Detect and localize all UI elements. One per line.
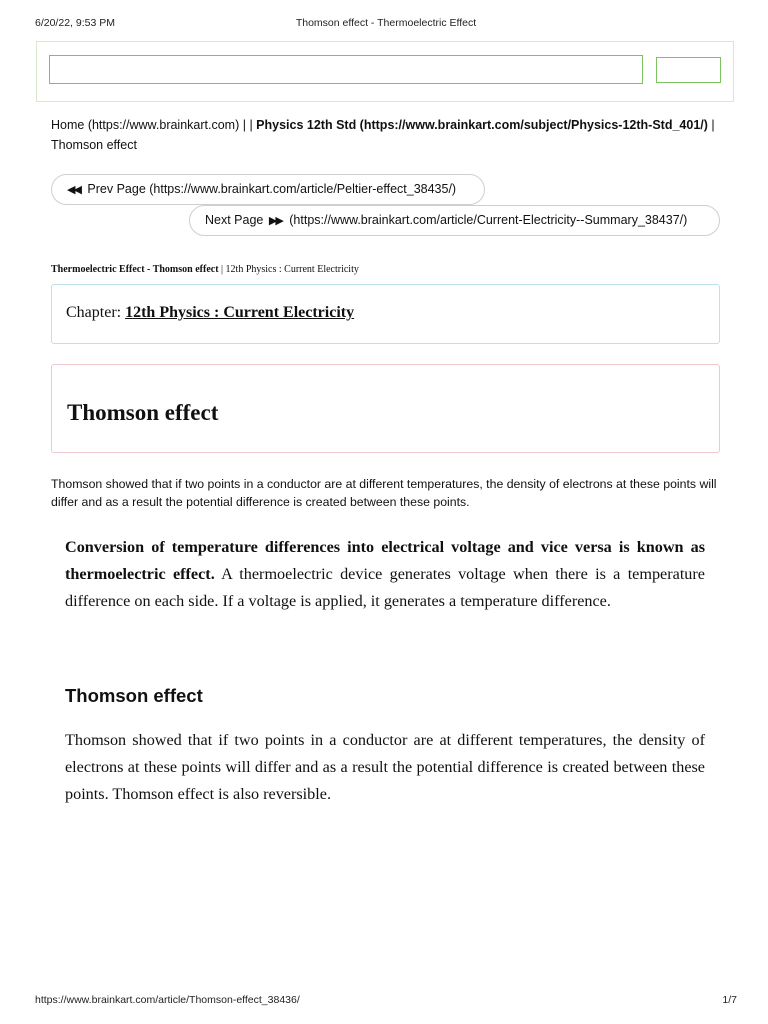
section-heading: Thomson effect bbox=[65, 685, 203, 706]
print-footer bbox=[35, 994, 737, 1008]
search-input[interactable] bbox=[49, 55, 643, 84]
breadcrumb-subject-link[interactable]: Physics 12th Std (https://www.brainkart.com/subject/Physics-12th-Std_401/) bbox=[256, 118, 708, 132]
sub-breadcrumb-book[interactable]: 12th Physics : Current Electricity bbox=[225, 264, 359, 275]
double-left-arrow-icon: ◀◀ bbox=[67, 184, 80, 196]
chapter-label: Chapter: bbox=[66, 304, 126, 321]
definition-paragraph bbox=[65, 534, 705, 615]
print-header bbox=[35, 17, 737, 31]
print-document-title: Thomson effect - Thermoelectric Effect bbox=[295, 17, 477, 29]
chapter-box bbox=[51, 284, 720, 344]
sub-breadcrumb-topic[interactable]: Thermoelectric Effect - Thomson effect bbox=[51, 264, 219, 275]
prev-page-button[interactable] bbox=[51, 174, 485, 205]
breadcrumb-current: | Thomson effect bbox=[51, 118, 715, 152]
breadcrumb bbox=[51, 115, 731, 155]
search-bar bbox=[36, 41, 734, 102]
thomson-paragraph: Thomson showed that if two points in a conductor are at different temperatures, the density of electrons at these points will differ and as a result the potential difference is created between these points. Thomson effect is also reversible. bbox=[65, 731, 705, 803]
next-page-button[interactable] bbox=[189, 205, 720, 236]
next-page-url: (https://www.brainkart.com/article/Current-Electricity--Summary_38437/) bbox=[289, 213, 688, 227]
print-datetime: 6/20/22, 9:53 PM bbox=[35, 17, 115, 29]
page-title: Thomson effect bbox=[67, 400, 219, 425]
title-box bbox=[51, 364, 720, 453]
search-button[interactable] bbox=[656, 57, 721, 83]
definition-bold-text: Conversion of temperature differences into electrical voltage and vice versa is known as thermoelectric effect. bbox=[65, 538, 705, 583]
intro-paragraph: Thomson showed that if two points in a conductor are at different temperatures, the density of electrons at these points will differ and as a result the potential difference is created between these points. bbox=[51, 477, 717, 509]
breadcrumb-home-link[interactable]: Home (https://www.brainkart.com) | | bbox=[51, 118, 257, 132]
print-footer-url: https://www.brainkart.com/article/Thomson-effect_38436/ bbox=[35, 994, 300, 1006]
double-right-arrow-icon: ▶▶ bbox=[268, 215, 282, 227]
sub-breadcrumb-separator: | bbox=[218, 264, 226, 275]
sub-breadcrumb bbox=[51, 264, 359, 275]
prev-page-label: Prev Page (https://www.brainkart.com/article/Peltier-effect_38435/) bbox=[87, 182, 457, 196]
next-page-label: Next Page bbox=[205, 213, 264, 227]
chapter-line bbox=[66, 304, 354, 322]
definition-rest-text: A thermoelectric device generates voltage when there is a temperature difference on each side. If a voltage is applied, it generates a temperature difference. bbox=[65, 565, 705, 610]
chapter-link[interactable]: 12th Physics : Current Electricity bbox=[125, 304, 355, 321]
print-page-number: 1/7 bbox=[722, 994, 737, 1006]
